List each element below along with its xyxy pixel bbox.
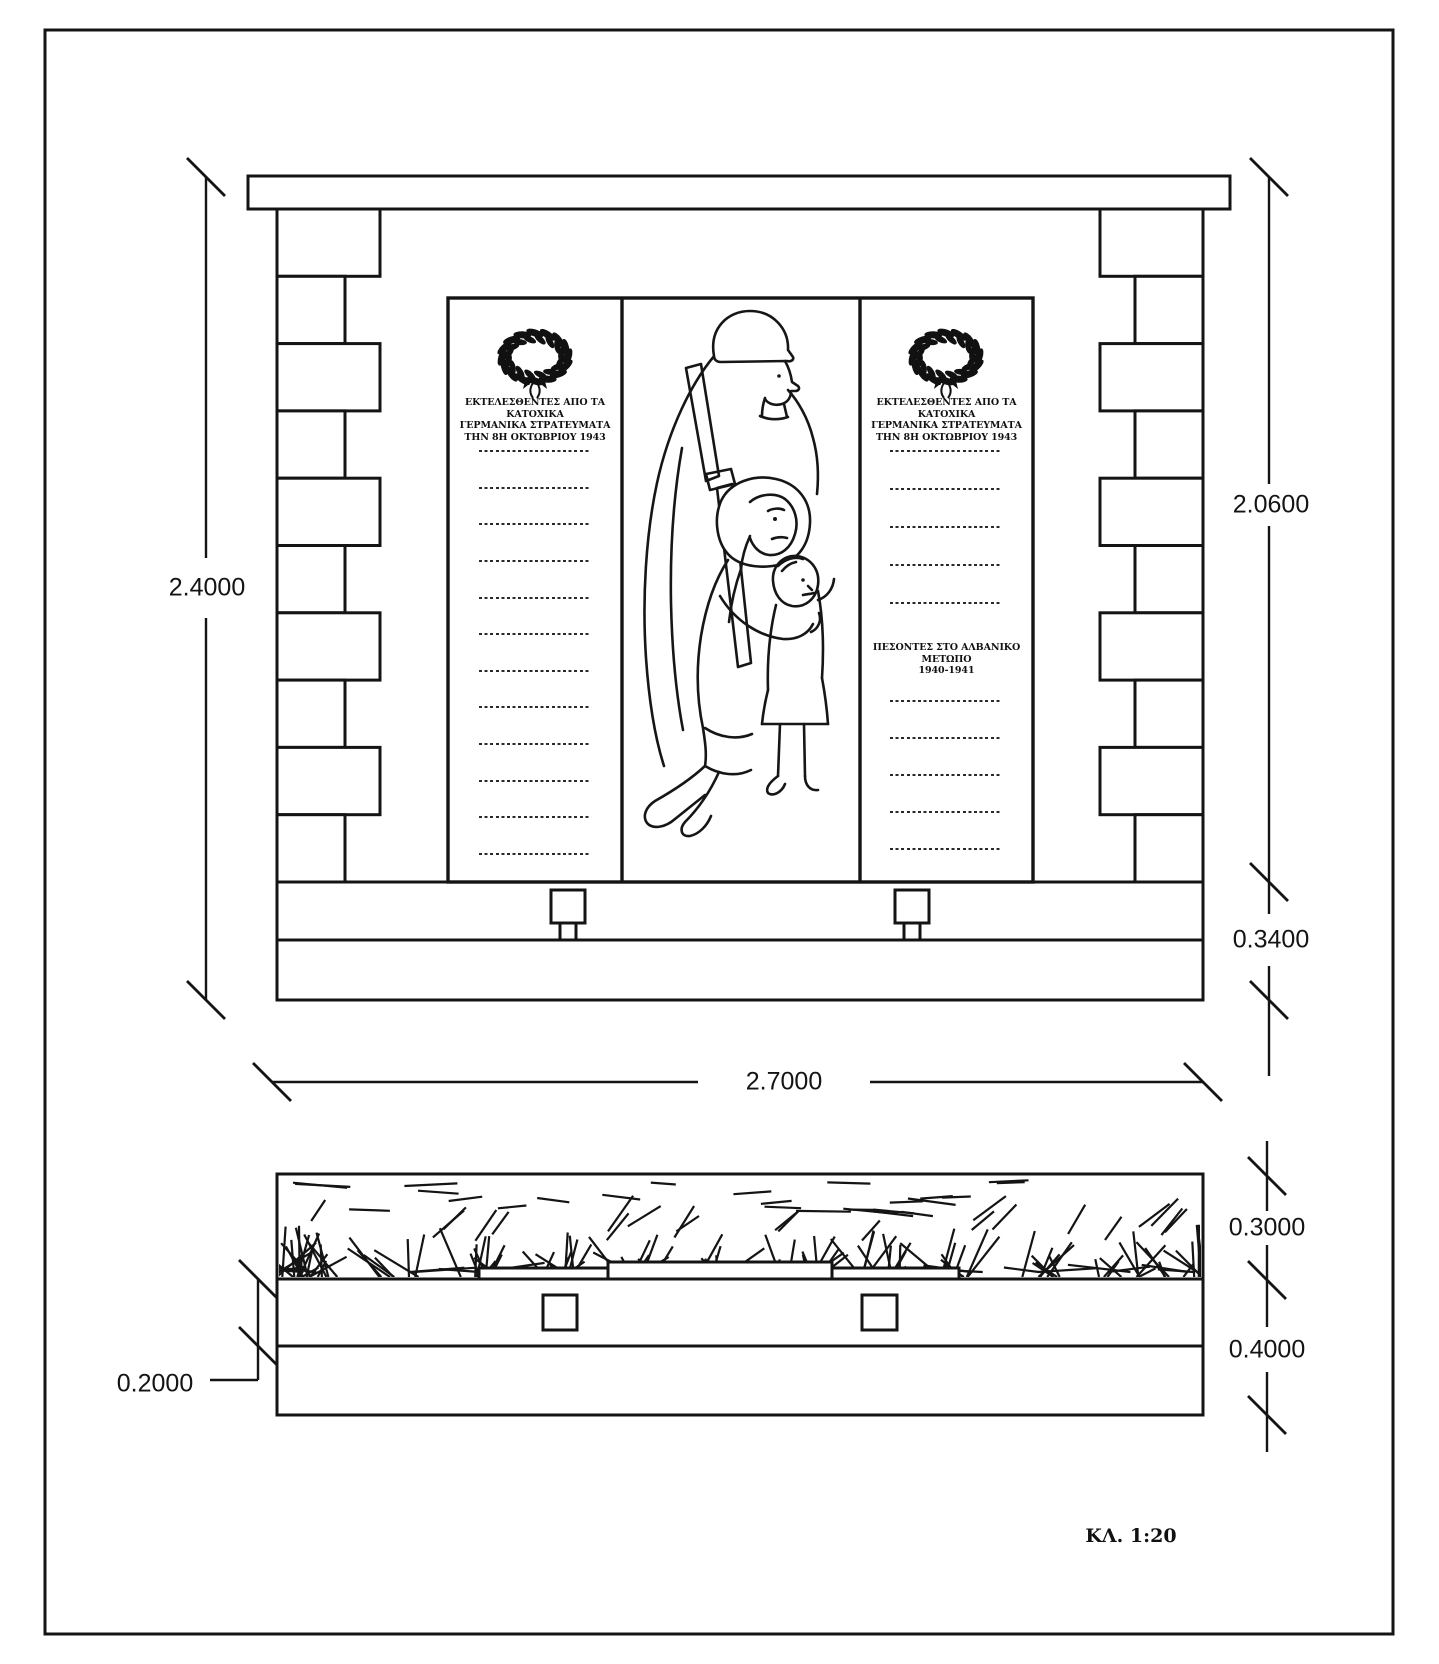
name-placeholder-line [890,526,1002,528]
name-placeholder-line [479,450,591,452]
name-placeholder-line [890,848,1002,850]
name-placeholder-line [479,597,591,599]
heading-line: ΕΚΤΕΛΕΣΘΕΝΤΕΣ ΑΠΟ ΤΑ ΚΑΤΟΧΙΚΑ [876,397,1017,420]
dim-section-middle-layer: 0.2000 [116,1369,194,1398]
dim-section-bottom-layers: 0.4000 [1228,1335,1306,1364]
foundation-foot-left [543,1295,577,1330]
foundation-foot-right [862,1295,897,1330]
section-view [227,1174,1205,1415]
dim-section-top-layer: 0.3000 [1228,1213,1306,1242]
right-plaque-secondary-heading [860,642,1033,677]
plaque-assembly [448,298,1033,882]
name-placeholder-line [890,602,1002,604]
name-placeholder-line [890,737,1002,739]
foundation-layer-upper [277,1279,1203,1346]
dim-overall-height: 2.4000 [168,573,246,602]
lintel-cap [248,176,1230,209]
left-pillar-bricks [277,209,380,882]
name-placeholder-line [890,564,1002,566]
plinth-step-left [479,1268,608,1279]
right-pillar-bricks [1100,209,1203,882]
heading-line: ΕΚΤΕΛΕΣΘΕΝΤΕΣ ΑΠΟ ΤΑ ΚΑΤΟΧΙΚΑ [464,397,606,420]
heading-line: ΠΕΣΟΝΤΕΣ ΣΤΟ ΑΛΒΑΝΙΚΟ ΜΕΤΩΠΟ [872,642,1021,665]
name-placeholder-line [479,670,591,672]
plinth-step-right [832,1268,959,1279]
scale-note: ΚΛ. 1:20 [1085,1525,1177,1547]
right-plaque-heading [860,397,1033,443]
name-placeholder-line [479,633,591,635]
dim-wall-height: 2.0600 [1232,490,1310,519]
base-step-upper [277,882,1203,940]
name-placeholder-line [479,523,591,525]
name-placeholder-line [890,774,1002,776]
plinth-step-center [608,1262,832,1279]
heading-line: ΤΗΝ 8Η ΟΚΤΩΒΡΙΟΥ 1943 [464,431,606,443]
heading-line: 1940-1941 [918,665,975,676]
foundation-layer-lower [277,1346,1203,1415]
name-placeholder-line [479,816,591,818]
dim-overall-width: 2.7000 [745,1067,823,1096]
base-step-lower [277,940,1203,1000]
front-elevation [248,176,1230,1000]
name-placeholder-line [890,488,1002,490]
name-placeholder-line [890,700,1002,702]
name-placeholder-line [479,706,591,708]
name-placeholder-line [479,743,591,745]
heading-line: ΤΗΝ 8Η ΟΚΤΩΒΡΙΟΥ 1943 [875,431,1018,443]
name-placeholder-line [890,450,1002,452]
name-placeholder-line [890,811,1002,813]
left-plaque-heading [448,397,622,443]
heading-line: ΓΕΡΜΑΝΙΚΑ ΣΤΡΑΤΕΥΜΑΤΑ [871,420,1022,431]
name-placeholder-line [479,487,591,489]
name-placeholder-line [479,560,591,562]
name-placeholder-line [479,853,591,855]
dim-base-height: 0.3400 [1232,925,1310,954]
heading-line: ΓΕΡΜΑΝΙΚΑ ΣΤΡΑΤΕΥΜΑΤΑ [459,420,611,431]
name-placeholder-line [479,780,591,782]
